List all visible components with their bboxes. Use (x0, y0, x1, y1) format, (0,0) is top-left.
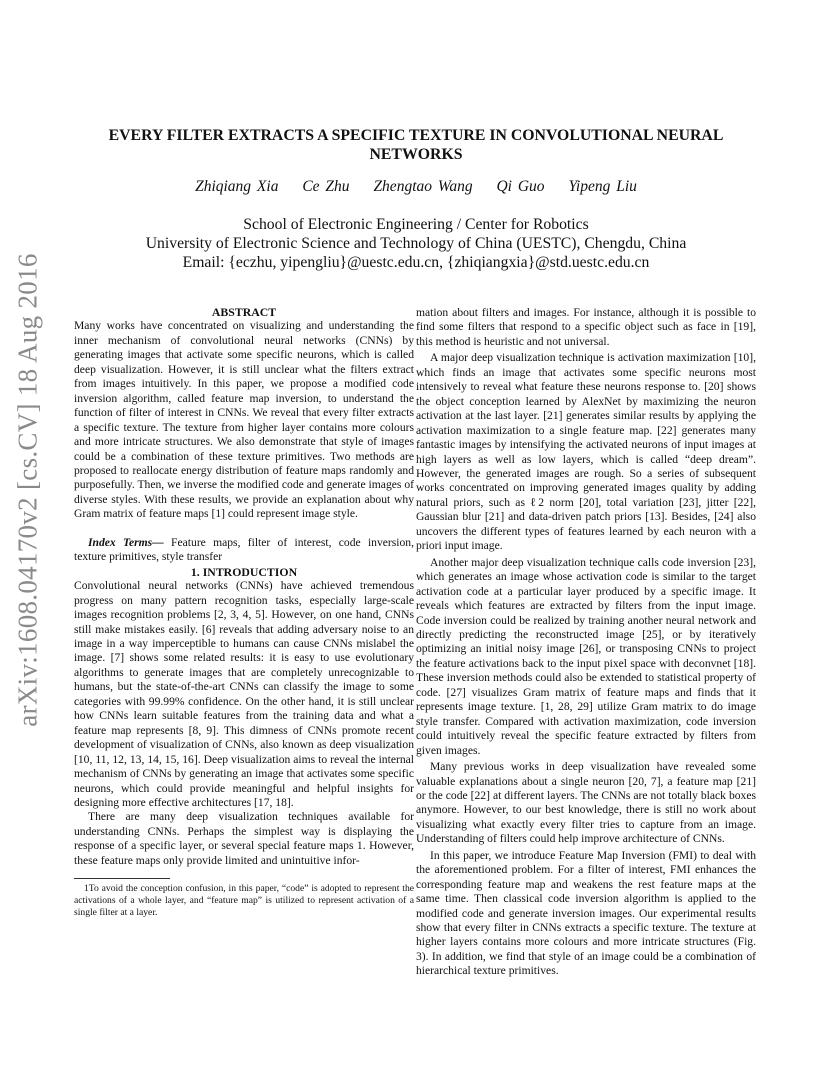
author: Qi Guo (496, 178, 545, 195)
index-terms (74, 536, 414, 565)
affiliation (74, 215, 758, 272)
body-paragraph: A major deep visualization technique is activation maximization [10], which finds an image that activates some specific neurons most intensively to reveal what feature these neurons response to. [20] shows the object conception learned by AlexNet by maximizing the neuron activation at the last layer. [21] generates similar results by applying the activation maximization to a single feature map. [22] generates many fantastic images by intensifying the activated neurons of input images at high layers as well as low layers, which is called “deep dream”. However, the generated images are rough. So a series of subsequent works concentrated on improving generated images quality by adding natural priors, such as ℓ2 norm [20], total variation [23], jitter [22], Gaussian blur [21] and data-driven patch priors [13]. Besides, [24] also uncovers the different types of features learned by each neuron with a priori input image. (416, 351, 756, 553)
abstract-text: Many works have concentrated on visualizing and understanding the inner mechanism of convolutional neural networks (CNNs) by generating images that activate some specific neurons, which is called deep visualization. However, it is still unclear what the filters extract from images intuitively. In this paper, we propose a modified code inversion algorithm, called feature map inversion, to understand the function of filter of interest in CNNs. We reveal that every filter extracts a specific texture. The texture from higher layer contains more colours and more intricate structures. We also demonstrate that style of images could be a combination of these texture primitives. Two methods are proposed to reallocate energy distribution of feature maps randomly and purposefully. Then, we inverse the modified code and generate images of diverse styles. With these results, we provide an explanation about why Gram matrix of feature maps [1] could represent image style. (74, 319, 414, 521)
index-terms-text: Feature maps, filter of interest, code inversion, texture primitives, style transfer (74, 535, 414, 564)
abstract-heading: ABSTRACT (211, 305, 277, 319)
body-paragraph: In this paper, we introduce Feature Map Inversion (FMI) to deal with the aforementioned problem. For a filter of interest, FMI enhances the corresponding feature map and weakens the rest feature maps at the same time. Then classical code inversion algorithm is applied to the modified code and generate inversion images. Our experimental results show that every filter in CNNs extracts a specific texture. The texture at higher layers contains more colours and more intricate structures (Fig. 3). In addition, we find that style of an image could be a combination of hierarchical texture primitives. (416, 848, 756, 978)
paper-title: EVERY FILTER EXTRACTS A SPECIFIC TEXTURE IN CONVOLUTIONAL NEURAL NETWORKS (108, 127, 724, 163)
index-terms-label: Index Terms— (88, 535, 164, 549)
body-paragraph: mation about filters and images. For instance, although it is possible to find some filters that respond to a specific object such as face in [19], this method is heuristic and not universal. (416, 306, 756, 348)
email-line: Email: {eczhu, yipengliu}@uestc.edu.cn, {zhiqiangxia}@std.uestc.edu.cn (182, 254, 650, 271)
body-paragraph: Another major deep visualization technique calls code inversion [23], which generates an image whose activation code is similar to the target activation code at a particular layer produced by a specific image. It reveals which features are extracted by filters from the input image. Code inversion could be realized by training another neural network and directly predicting the reconstructed image [25], or by iteratively optimizing an initial noisy image [26], or transposing CNNs to project the feature activations back to the input pixel space with deconvnet [18]. These inversion methods could also be extended to statistical property of code. [27] visualizes Gram matrix of feature maps and finds that it represents image texture. [1, 28, 29] utilize Gram matrix to do image style transfer. Compared with activation maximization, code inversion could intuitively reveal the specific feature extracted by filters from given images. (416, 555, 756, 757)
author: Zhengtao Wang (373, 178, 473, 195)
intro-paragraph: There are many deep visualization techniques available for understanding CNNs. Perhaps the simplest way is displaying the response of a specific layer, or several special feature maps 1. However, these feature maps only provide limited and unintuitive infor- (74, 810, 414, 867)
author-list (74, 178, 758, 196)
body-paragraph: Many previous works in deep visualization have revealed some valuable explanations about a single neuron [20, 7], a feature map [21] or the code [22] at different layers. The CNNs are not totally black boxes anymore. However, to our best knowledge, there is still no work about visualizing what exactly every filter tries to capture from an image. Understanding of filters could help improve architecture of CNNs. (416, 760, 756, 846)
footnote-divider (74, 878, 170, 879)
intro-paragraph: Convolutional neural networks (CNNs) have achieved tremendous progress on many pattern recognition tasks, especially large-scale images recognition problems [2, 3, 4, 5]. However, on one hand, CNNs still make mistakes easily. [6] reveals that adding adversary noise to an image in a way imperceptible to humans can cause CNNs mislabel the image. [7] shows some related results: it is easy to use evolutionary algorithms to generate images that are completely unrecognizable to humans, but the state-of-the-art CNNs can classify the image to some categories with 99.99% confidence. On the other hand, it is still unclear how CNNs learn suitable features from the training data and what a feature map represents [8, 9]. This dimness of CNNs promote recent development of visualization of CNNs, also known as deep visualization [10, 11, 12, 13, 14, 15, 16]. Deep visualization aims to reveal the internal mechanism of CNNs by generating an image that activates some specific neurons, which could provide meaningful and helpful insights for designing more effective architectures [17, 18]. (74, 579, 414, 809)
arxiv-stamp (8, 253, 48, 727)
author: Zhiqiang Xia (195, 178, 279, 195)
right-column (416, 306, 756, 979)
footnote: 1To avoid the conception confusion, in this paper, “code” is adopted to represent the activations of a whole layer, and “feature map” is utilized to represent activation of a single filter at a layer. (74, 883, 414, 919)
arxiv-stamp-text: arXiv:1608.04170v2 [cs.CV] 18 Aug 2016 (12, 253, 43, 727)
affiliation-line: School of Electronic Engineering / Center for Robotics (243, 216, 589, 233)
author: Yipeng Liu (568, 178, 637, 195)
affiliation-line: University of Electronic Science and Technology of China (UESTC), Chengdu, China (145, 235, 687, 252)
introduction-heading: 1. INTRODUCTION (190, 564, 298, 579)
left-column (74, 305, 414, 919)
author: Ce Zhu (302, 178, 350, 195)
